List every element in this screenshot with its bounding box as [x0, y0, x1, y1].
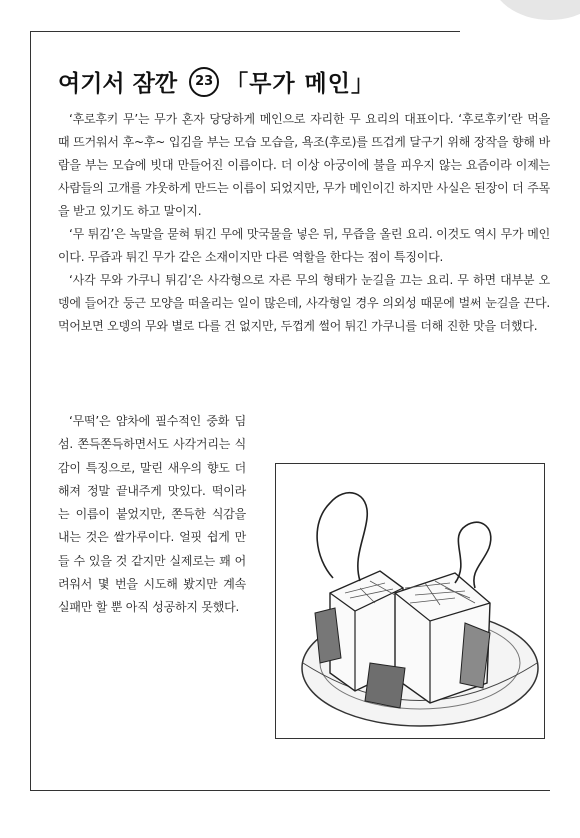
body-text	[58, 108, 550, 338]
paragraph-radish-cake: ‘무떡’은 얌차에 필수적인 중화 딤섬. 쫀득쫀득하면서도 사각거리는 식감이 특징으로, 말린 새우의 향도 더해져 정말 끝내주게 맛있다. 떡이라는 이름이 붙었지만, 쫀득한 식감을 내는 것은 쌀가루이다. 얼핏 쉽게 만들 수 있을 것 같지만 실제로는 꽤 어려워서 몇 번을 시도해 봤지만 계속 실패만 할 뿐 아직 성공하지 못했다.	[58, 414, 246, 615]
paragraph-radish-tempura: ‘무 튀김’은 녹말을 묻혀 튀긴 무에 맛국물을 넣은 뒤, 무즙을 올린 요리. 이것도 역시 무가 메인이다. 무즙과 튀긴 무가 같은 소재이지만 다른 역할을 한다는 점이 특징이다.	[58, 227, 550, 264]
corner-decoration	[490, 0, 580, 20]
narrow-text-column	[58, 410, 246, 620]
paragraph-square-radish: ‘사각 무와 가쿠니 튀김’은 사각형으로 자른 무의 형태가 눈길을 끄는 요리. 무 하면 대부분 오뎅에 들어간 둥근 모양을 떠올리는 일이 많은데, 사각형일 경우 의외성 때문에 벌써 눈길을 끈다. 먹어보면 오뎅의 무와 별로 다를 건 없지만, 두껍게 썰어 튀긴 가쿠니를 더해 진한 맛을 더했다.	[58, 273, 550, 333]
title-number-badge: 23	[189, 67, 219, 97]
dish-illustration	[275, 463, 545, 739]
fried-tofu-piece-3	[365, 663, 405, 708]
page-title	[58, 65, 375, 98]
paragraph-furofuki: ‘후로후키 무’는 무가 혼자 당당하게 메인으로 자리한 무 요리의 대표이다. ‘후로후키’란 먹을 때 뜨거워서 후~후~ 입김을 부는 모습 모습을, 욕조(후로)를 뜨겁게 달구기 위해 장작을 향해 바람을 부는 모습에 빗대 만들어진 이름이다. 더 이상 아궁이에 불을 피우지 않는 요즘이라 이제는 사람들의 고개를 갸웃하게 만드는 이름이 되었지만, 무가 메인이긴 하지만 사실은 된장이 더 주목을 받고 있기도 하고 말이지.	[58, 112, 550, 218]
title-subtitle: 「무가 메인」	[225, 71, 375, 97]
frame-bottom-rule	[30, 790, 550, 791]
frame-left-rule	[30, 31, 31, 791]
frame-top-rule	[30, 31, 460, 32]
title-main: 여기서 잠깐	[58, 71, 178, 97]
radish-dish-drawing	[275, 463, 545, 739]
